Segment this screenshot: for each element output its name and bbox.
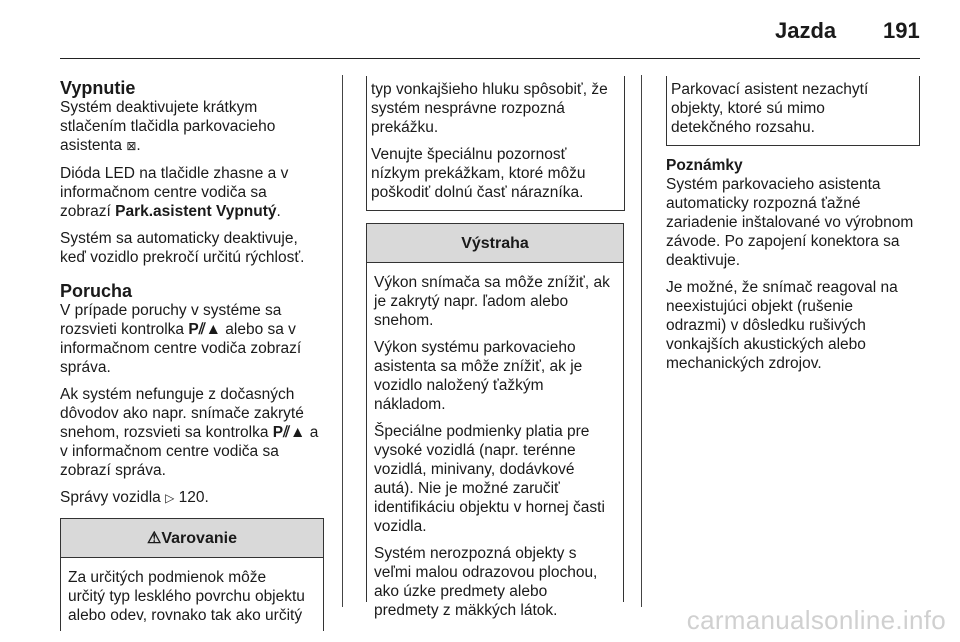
display-message-text: Park.asistent Vypnutý: [115, 203, 277, 220]
warning-box-title: Varovanie: [161, 529, 237, 547]
warning-continued-paragraph-2: Venujte špeciálnu pozornosť nízkym prekážkam, ktoré môžu poškodiť dolnú časť nárazníka.: [371, 146, 586, 201]
warning-box-header: [61, 519, 323, 558]
notes-paragraph-1: Systém parkovacieho asistenta automaticky rozpozná ťažné zariadenie inštalované vo výrobnom závode. Po zapojení konektora sa deaktivuje.: [666, 176, 914, 269]
caution-box-continued: Parkovací asistent nezachytí objekty, ktoré sú mimo detekčného rozsahu.: [666, 76, 920, 146]
vypnutie-heading: Vypnutie: [60, 78, 136, 98]
vypnutie-paragraph-3: Systém sa automaticky deaktivuje, keď vozidlo prekročí určitú rýchlosť.: [60, 230, 305, 266]
park-assist-warning-icon-2: P⫽▲: [272, 424, 306, 441]
warning-continued-paragraph-1: typ vonkajšieho hluku spôsobiť, že systém nesprávne rozpozná prekážku.: [371, 81, 608, 136]
notes-section: [666, 156, 920, 373]
watermark: carmanualsonline.info: [686, 605, 946, 635]
column-2: [366, 78, 623, 619]
vypnutie-paragraph-1: Systém deaktivujete krátkym stlačením tlačidla parkovacieho asistenta ⊠.: [60, 99, 276, 154]
notes-paragraph-2: Je možné, že snímač reagoval na neexistujúci objekt (rušenie odrazmi) v dôsledku rušivých vonkajších akustických alebo mechanických zdrojov.: [666, 279, 898, 372]
caution-box-body: [367, 263, 623, 620]
park-assist-button-icon: ⊠: [126, 139, 137, 153]
column-1: [60, 78, 330, 631]
caution-box: [366, 223, 624, 619]
warning-box-body: Za určitých podmienok môže určitý typ lesklého povrchu objektu alebo odev, rovnako tak ako určitý: [68, 569, 305, 624]
porucha-paragraph-3: Správy vozidla ▷ 120.: [60, 489, 209, 506]
porucha-paragraph-2: Ak systém nefunguje z dočasných dôvodov ako napr. snímače zakryté snehom, rozsvieti sa kontrolka P⫽▲ a v informačnom centre vodiča sa zobrazí správa.: [60, 386, 319, 479]
caution-box-header: [367, 224, 623, 263]
porucha-heading: Porucha: [60, 281, 133, 301]
vypnutie-paragraph-2: Dióda LED na tlačidle zhasne a v informačnom centre vodiča sa zobrazí Park.asistent Vypnutý.: [60, 165, 289, 220]
column-3: [666, 78, 920, 381]
header-rule: [60, 58, 920, 59]
caution-paragraph-3: Špeciálne podmienky platia pre vysoké vozidlá (napr. terénne vozidlá, minivany, dodávkové autá). Nie je možné zaručiť identifikáciu objektu v hornej časti vozidla.: [374, 423, 605, 535]
caution-paragraph-2: Výkon systému parkovacieho asistenta sa môže znížiť, ak je vozidlo naložený ťažkým nákladom.: [374, 339, 583, 413]
park-assist-warning-icon: P⫽▲: [188, 321, 221, 338]
warning-box-continued: [366, 76, 625, 211]
porucha-paragraph-1: V prípade poruchy v systéme sa rozsvieti kontrolka P⫽▲ alebo sa v informačnom centre vodiča zobrazí správa.: [60, 302, 302, 376]
page-header-title: Jazda: [775, 18, 837, 43]
caution-paragraph-4: Systém nerozpozná objekty s veľmi malou odrazovou plochou, ako úzke predmety alebo predmety z mäkkých látok.: [374, 545, 598, 619]
column-divider-left: [342, 75, 343, 607]
warning-triangle-icon: ⚠: [147, 529, 162, 547]
page-reference-arrow-icon: ▷: [165, 491, 175, 505]
column-divider-right: [641, 75, 642, 607]
caution-paragraph-1: Výkon snímača sa môže znížiť, ak je zakrytý napr. ľadom alebo snehom.: [374, 274, 610, 329]
warning-box: [60, 518, 324, 631]
caution-box-title: Výstraha: [461, 234, 529, 252]
page-number: 191: [883, 18, 920, 43]
notes-heading: Poznámky: [666, 157, 743, 174]
